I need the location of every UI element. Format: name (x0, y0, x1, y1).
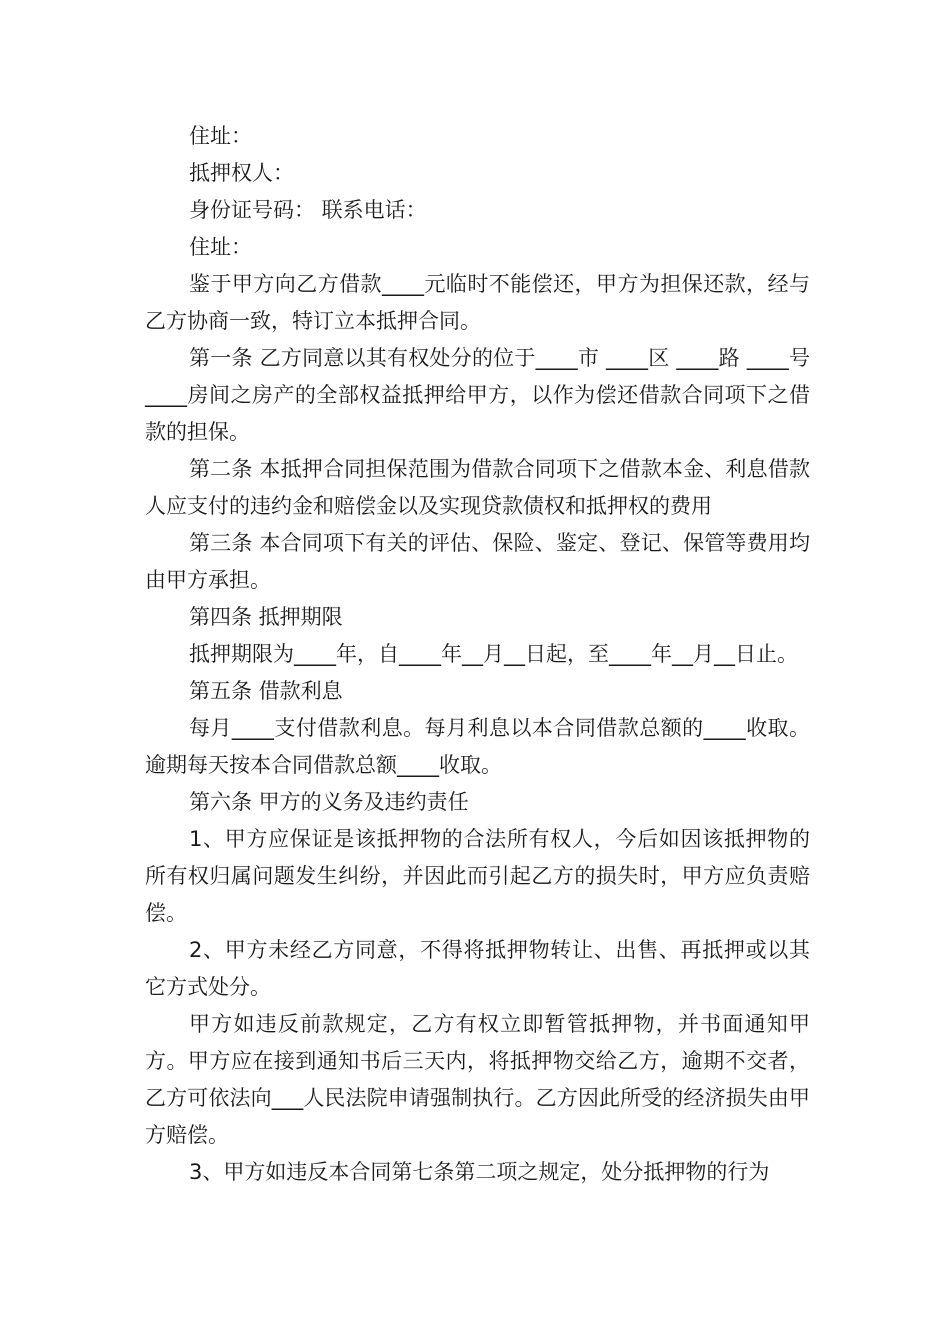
contract-body (145, 118, 810, 1191)
preamble-paragraph: 鉴于甲方向乙方借款____元临时不能偿还，甲方为担保还款，经与乙方协商一致，特订立本抵押合同。 (145, 272, 810, 333)
party-address-line: 住址： (189, 124, 252, 148)
id-phone-line: 身份证号码： 联系电话： (189, 198, 427, 222)
mortgagee-address-line: 住址： (189, 235, 252, 259)
obligation-1-paragraph: 1、甲方应保证是该抵押物的合法所有权人，今后如因该抵押物的所有权归属问题发生纠纷，并因此而引起乙方的损失时，甲方应负责赔偿。 (145, 827, 810, 925)
mortgagee-line: 抵押权人： (189, 161, 294, 185)
article-6-heading: 第六条 甲方的义务及违约责任 (189, 790, 469, 814)
article-3-paragraph: 第三条 本合同项下有关的评估、保险、鉴定、登记、保管等费用均由甲方承担。 (145, 531, 810, 592)
article-1-paragraph: 第一条 乙方同意以其有权处分的位于____市 ____区 ____路 ____号____房间之房产的全部权益抵押给甲方，以作为偿还借款合同项下之借款的担保。 (145, 346, 810, 444)
violation-paragraph: 甲方如违反前款规定，乙方有权立即暂管抵押物，并书面通知甲方。甲方应在接到通知书后三天内，将抵押物交给乙方，逾期不交者，乙方可依法向___人民法院申请强制执行。乙方因此所受的经济损失由甲方赔偿。 (145, 1012, 810, 1147)
obligation-2-paragraph: 2、甲方未经乙方同意，不得将抵押物转让、出售、再抵押或以其它方式处分。 (145, 938, 810, 999)
article-4-heading: 第四条 抵押期限 (189, 605, 343, 629)
obligation-3-paragraph: 3、甲方如违反本合同第七条第二项之规定，处分抵押物的行为 (189, 1160, 770, 1184)
article-2-paragraph: 第二条 本抵押合同担保范围为借款合同项下之借款本金、利息借款人应支付的违约金和赔偿金以及实现贷款债权和抵押权的费用 (145, 457, 810, 518)
interest-paragraph: 每月____支付借款利息。每月利息以本合同借款总额的____收取。逾期每天按本合同借款总额____收取。 (145, 716, 810, 777)
mortgage-term-paragraph: 抵押期限为____年，自____年__月__日起，至____年__月__日止。 (189, 642, 798, 666)
article-5-heading: 第五条 借款利息 (189, 679, 343, 703)
